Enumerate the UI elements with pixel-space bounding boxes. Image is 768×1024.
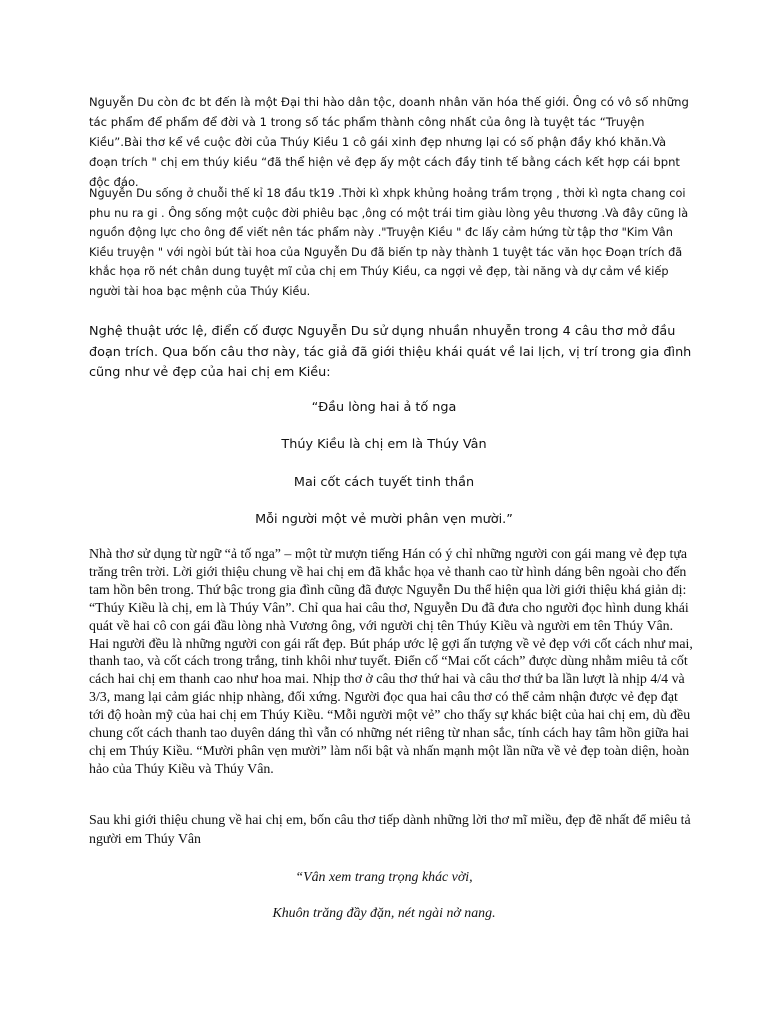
paragraph-art-technique: Nghệ thuật ước lệ, điển cố được Nguyễn Du sử dụng nhuần nhuyễn trong 4 câu thơ mở đầu đoạn trích. Qua bốn câu thơ này, tác giả đã giới thiệu khái quát về lai lịch, vị trí trong gia đình cũng như vẻ đẹp của hai chị em Kiều: — [89, 324, 692, 380]
verse-line-4: Mỗi người một vẻ mười phân vẹn mười.” — [255, 512, 513, 527]
paragraph-author-context: Nguyễn Du sống ở chuỗi thế kỉ 18 đầu tk19 .Thời kì xhpk khủng hoảng trầm trọng , thời kì ngta chang coi phu nu ra gi . Ông sống một cuộc đời phiêu bạc ,ông có một trái tim giàu lòng yêu thương .Và đây cũng là nguồn động lực cho ông để viết nên tác phẩm này ."Truyện Kiều " đc lấy cảm hứng từ tập thơ "Kim Vân Kiều truyện " với ngòi bút tài hoa của Nguyễn Du đã biến tp này thành 1 tuyệt tác văn học Đoạn trích đã khắc họa rõ nét chân dung tuyệt mĩ của chị em Thúy Kiều, ca ngợi vẻ đẹp, tài năng và dự cảm về kiếp người tài hoa bạc mệnh của Thúy Kiều. — [89, 187, 689, 298]
paragraph-analysis: Nhà thơ sử dụng từ ngữ “ả tố nga” – một từ mượn tiếng Hán có ý chỉ những người con gái mang vẻ đẹp tựa trăng trên trời. Lời giới thiệu chung về hai chị em đã khắc họa vẻ thanh cao từ hình dáng bên ngoài cho đến tam hồn bên trong. Thứ bậc trong gia đình cũng đã được Nguyễn Du thể hiện qua lời giới thiệu khá giản dị: “Thúy Kiều là chị, em là Thúy Vân”. Chỉ qua hai câu thơ, Nguyễn Du đã đưa cho người đọc hình dung khái quát về hai cô con gái đầu lòng nhà Vương ông, với người chị tên Thúy Kiều và người em tên Thúy Vân. Hai người đều là những người con gái rất đẹp. Bút pháp ước lệ gợi ấn tượng về vẻ đẹp với cốt cách như mai, thanh tao, và cốt cách trong trắng, tinh khôi như tuyết. Điển cố “Mai cốt cách” được dùng nhằm miêu tả cốt cách hai chị em thanh cao như hoa mai. Nhịp thơ ở câu thơ thứ hai và câu thơ thứ ba lần lượt là nhịp 4/4 và 3/3, mang lại cảm giác nhịp nhàng, đối xứng. Người đọc qua hai câu thơ có thể cảm nhận được vẻ đẹp đạt tới độ hoàn mỹ của hai chị em Thúy Kiều. “Mỗi người một vẻ” cho thấy sự khác biệt của hai chị em, dù đều chung cốt cách thanh tao duyên dáng thì vẫn có những nét riêng từ nhan sắc, tính cách hay tâm hồn giữa hai chị em Thúy Kiều. “Mười phân vẹn mười” làm nổi bật và nhấn mạnh một lần nữa về vẻ đẹp toàn diện, hoàn hảo của Thúy Kiều và Thúy Vân. — [89, 547, 693, 777]
paragraph-intro: Nguyễn Du còn đc bt đến là một Đại thi hào dân tộc, doanh nhân văn hóa thế giới. Ông có vô số những tác phẩm để phẩm để đời và 1 trong số tác phẩm thành công nhất của ông là tuyệt tác “Truyện Kiều”.Bài thơ kể về cuộc đời của Thúy Kiều 1 cô gái xinh đẹp nhưng lại có số phận đầy khó khăn.Và đoạn trích " chị em thúy kiều “đã thể hiện vẻ đẹp ấy một cách đầy tinh tế bằng cách kết hợp cái bpnt độc đáo. — [89, 95, 689, 189]
verse-line-5: “Vân xem trang trọng khác vời, — [295, 870, 473, 885]
verse-line-1: “Đầu lòng hai ả tố nga — [311, 400, 457, 415]
verse-line-6: Khuôn trăng đầy đặn, nét ngài nở nang. — [272, 906, 496, 921]
paragraph-thuy-van-intro: Sau khi giới thiệu chung về hai chị em, bốn câu thơ tiếp dành những lời thơ mĩ miều, đẹp đẽ nhất để miêu tả người em Thúy Vân — [89, 813, 691, 847]
verse-line-2: Thúy Kiều là chị em là Thúy Vân — [281, 437, 487, 452]
verse-line-3: Mai cốt cách tuyết tinh thần — [293, 475, 475, 490]
